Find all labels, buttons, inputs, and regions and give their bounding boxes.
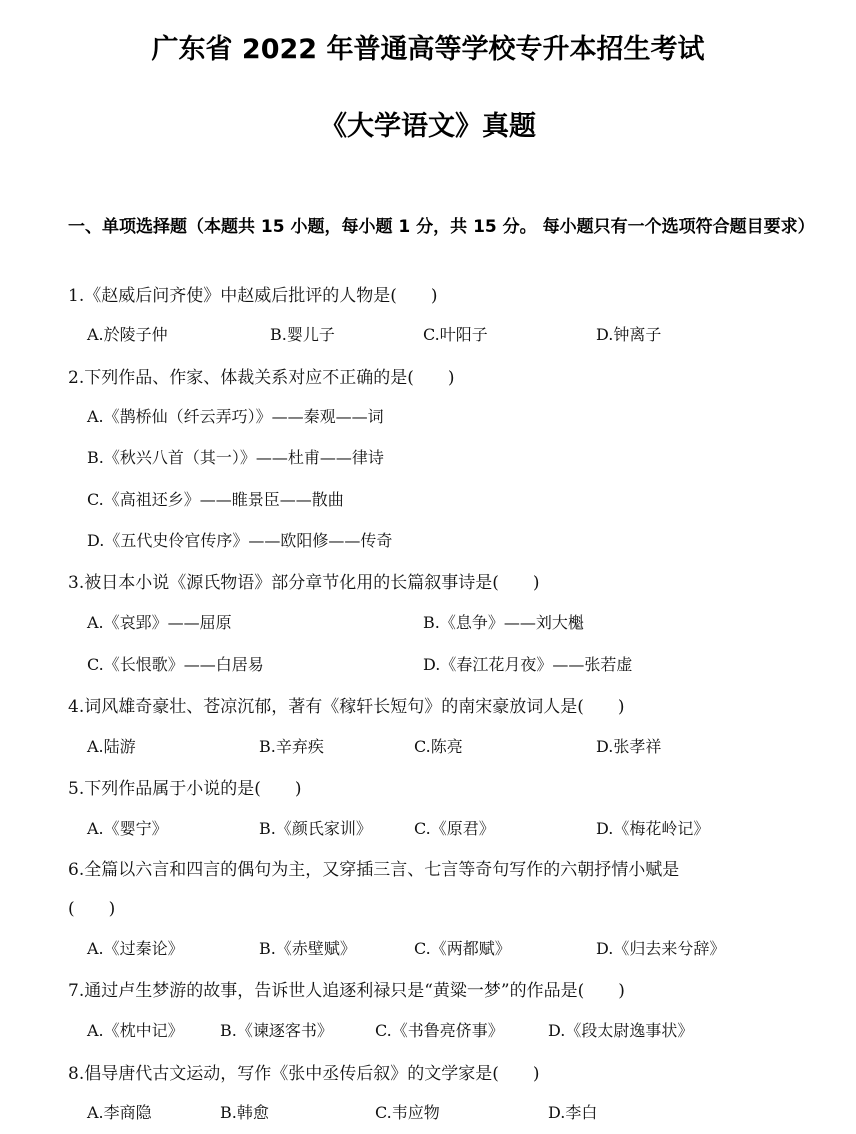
question-4-option-b: B.辛弃疾	[259, 737, 324, 756]
question-1-stem: 1.《赵威后问齐使》中赵威后批评的人物是( )	[68, 286, 438, 306]
question-4-option-d: D.张孝祥	[596, 737, 662, 756]
question-7-option-b: B.《谏逐客书》	[220, 1021, 333, 1040]
question-3-option-b: B.《息争》——刘大櫆	[423, 613, 584, 632]
question-6-option-c: C.《两都赋》	[414, 939, 511, 958]
question-3-option-d: D.《春江花月夜》——张若虚	[423, 655, 633, 674]
question-5-option-b: B.《颜氏家训》	[259, 819, 372, 838]
question-8-option-d: D.李白	[548, 1103, 598, 1122]
question-7-option-d: D.《段太尉逸事状》	[548, 1021, 694, 1040]
page-subtitle: 《大学语文》真题	[320, 111, 536, 142]
question-6-stem-continued: ( )	[68, 899, 116, 919]
question-6-stem: 6.全篇以六言和四言的偶句为主，又穿插三言、七言等奇句写作的六朝抒情小赋是	[68, 860, 680, 880]
question-1-option-c: C.叶阳子	[423, 325, 488, 344]
question-8-option-a: A.李商隐	[87, 1103, 152, 1122]
question-4-option-c: C.陈亮	[414, 737, 463, 756]
question-7-stem: 7.通过卢生梦游的故事，告诉世人追逐利禄只是“黄粱一梦”的作品是( )	[68, 981, 625, 1001]
question-3-option-a: A.《哀郢》——屈原	[87, 613, 232, 632]
question-7-option-a: A.《枕中记》	[87, 1021, 184, 1040]
question-3-stem: 3.被日本小说《源氏物语》部分章节化用的长篇叙事诗是( )	[68, 573, 540, 593]
question-3-option-c: C.《长恨歌》——白居易	[87, 655, 264, 674]
question-6-option-d: D.《归去来兮辞》	[596, 939, 726, 958]
section-heading: 一、单项选择题（本题共 15 小题，每小题 1 分，共 15 分。 每小题只有一个选项符合题目要求）	[68, 217, 815, 237]
question-8-option-c: C.韦应物	[375, 1103, 440, 1122]
question-8-option-b: B.韩愈	[220, 1103, 269, 1122]
question-4-option-a: A.陆游	[87, 737, 136, 756]
question-2-option-d: D.《五代史伶官传序》——欧阳修——传奇	[87, 531, 393, 550]
question-4-stem: 4.词风雄奇豪壮、苍凉沉郁，著有《稼轩长短句》的南宋豪放词人是( )	[68, 697, 625, 717]
question-1-option-d: D.钟离子	[596, 325, 662, 344]
question-6-option-a: A.《过秦论》	[87, 939, 184, 958]
question-2-option-a: A.《鹊桥仙（纤云弄巧）》——秦观——词	[87, 407, 384, 426]
question-2-option-b: B.《秋兴八首（其一）》——杜甫——律诗	[87, 448, 384, 467]
question-5-option-c: C.《原君》	[414, 819, 495, 838]
question-1-option-a: A.於陵子仲	[87, 325, 168, 344]
question-2-stem: 2.下列作品、作家、体裁关系对应不正确的是( )	[68, 368, 455, 388]
question-5-option-d: D.《梅花岭记》	[596, 819, 710, 838]
question-6-option-b: B.《赤壁赋》	[259, 939, 356, 958]
question-7-option-c: C.《书鲁亮侪事》	[375, 1021, 504, 1040]
question-5-option-a: A.《婴宁》	[87, 819, 168, 838]
question-2-option-c: C.《高祖还乡》——睢景臣——散曲	[87, 490, 344, 509]
question-8-stem: 8.倡导唐代古文运动，写作《张中丞传后叙》的文学家是( )	[68, 1064, 540, 1084]
page-title: 广东省 2022 年普通高等学校专升本招生考试	[151, 34, 705, 65]
question-1-option-b: B.婴儿子	[270, 325, 335, 344]
question-5-stem: 5.下列作品属于小说的是( )	[68, 779, 302, 799]
